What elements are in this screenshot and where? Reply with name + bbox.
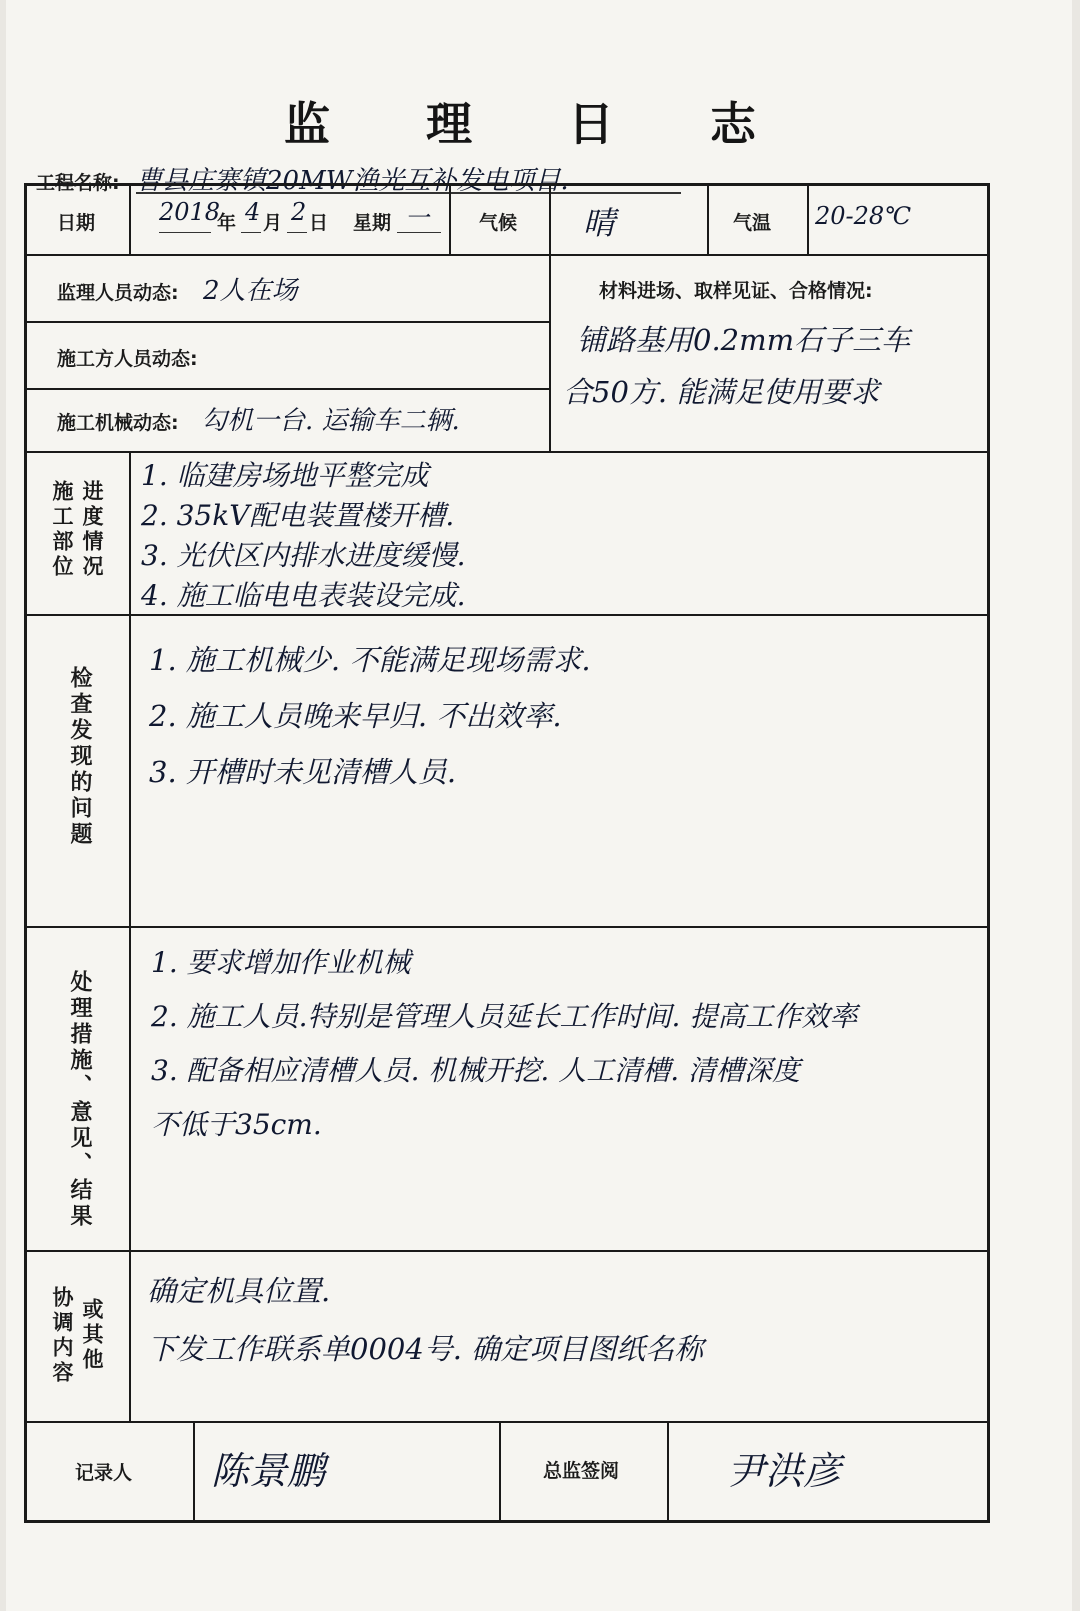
machinery-value: 勾机一台. 运输车二辆. <box>201 406 460 436</box>
col-divider <box>193 1421 195 1523</box>
row-divider <box>27 388 549 390</box>
machinery-label: 施工机械动态: <box>57 412 179 434</box>
weather-value: 晴 <box>583 204 616 242</box>
date-label: 日期 <box>57 212 96 234</box>
measures-label: 处理措施、意见、结果 <box>67 970 92 1230</box>
project-label: 工程名称: <box>36 172 120 194</box>
project-name: 曹县庄寨镇20MW渔光互补发电项目. <box>136 166 569 196</box>
date-year: 2018 <box>159 198 221 226</box>
weekday-value: 一 <box>405 204 429 232</box>
issues-label: 检查发现的问题 <box>67 666 92 848</box>
progress-label-position: 施工部位 <box>50 480 74 580</box>
chief-supervisor-label: 总监签阅 <box>543 1460 620 1482</box>
col-divider <box>129 451 131 1421</box>
coordination-list <box>147 1262 703 1378</box>
weekday-label: 星期 <box>353 212 392 234</box>
weather-label: 气候 <box>479 212 518 234</box>
list-item: 2. 施工人员晚来早归. 不出效率. <box>149 699 562 733</box>
materials-line-2: 合50方. 能满足使用要求 <box>563 375 880 409</box>
col-divider <box>549 186 551 451</box>
date-day: 2 <box>291 198 307 226</box>
col-divider <box>667 1421 669 1523</box>
list-item: 3. 光伏区内排水进度缓慢. <box>141 539 466 572</box>
coordination-label-other: 或其他 <box>80 1298 104 1373</box>
list-item: 2. 施工人员.特别是管理人员延长工作时间. 提高工作效率 <box>151 1000 858 1033</box>
recorder-signature: 陈景鹏 <box>211 1449 326 1493</box>
log-table <box>24 183 990 1523</box>
supervisor-staff-value: 2人在场 <box>203 276 298 306</box>
page-title: 监 理 日 志 <box>283 97 797 151</box>
materials-label: 材料进场、取样见证、合格情况: <box>599 280 873 302</box>
list-item: 4. 施工临电电表装设完成. <box>141 579 466 612</box>
temperature-value: 20-28℃ <box>815 202 912 230</box>
supervisor-staff-label: 监理人员动态: <box>57 282 179 304</box>
list-item: 不低于35cm. <box>151 1108 322 1141</box>
list-item: 下发工作联系单0004号. 确定项目图纸名称 <box>147 1332 704 1366</box>
month-unit: 月 <box>263 212 283 234</box>
col-divider <box>807 186 809 254</box>
row-divider <box>27 1250 987 1252</box>
list-item: 确定机具位置. <box>147 1274 331 1308</box>
progress-label-status: 进度情况 <box>80 480 104 580</box>
list-item: 3. 开槽时未见清槽人员. <box>149 755 457 789</box>
col-divider <box>499 1421 501 1523</box>
materials-line-1: 铺路基用0.2mm石子三车 <box>577 323 911 357</box>
col-divider <box>707 186 709 254</box>
coordination-label-content: 协调内容 <box>50 1286 74 1386</box>
row-divider <box>27 321 549 323</box>
recorder-label: 记录人 <box>75 1462 133 1484</box>
progress-list <box>141 456 466 616</box>
col-divider <box>449 186 451 254</box>
year-unit: 年 <box>217 212 237 234</box>
row-divider <box>27 1421 987 1423</box>
list-item: 2. 35kV配电装置楼开槽. <box>141 499 455 532</box>
col-divider <box>129 186 131 254</box>
list-item: 1. 施工机械少. 不能满足现场需求. <box>149 643 591 677</box>
list-item: 1. 临建房场地平整完成 <box>141 459 429 492</box>
date-month: 4 <box>245 198 261 226</box>
row-divider <box>27 451 987 453</box>
list-item: 1. 要求增加作业机械 <box>151 946 411 979</box>
row-divider <box>27 926 987 928</box>
chief-supervisor-signature: 尹洪彦 <box>727 1449 842 1493</box>
measures-list <box>151 936 857 1152</box>
list-item: 3. 配备相应清槽人员. 机械开挖. 人工清槽. 清槽深度 <box>151 1054 801 1087</box>
issues-list <box>149 632 591 800</box>
temperature-label: 气温 <box>733 212 772 234</box>
month-underline <box>241 232 261 233</box>
year-underline <box>159 232 211 233</box>
row-divider <box>27 254 987 256</box>
day-unit: 日 <box>309 212 329 234</box>
weekday-underline <box>397 232 441 233</box>
day-underline <box>287 232 307 233</box>
contractor-staff-label: 施工方人员动态: <box>57 348 198 370</box>
